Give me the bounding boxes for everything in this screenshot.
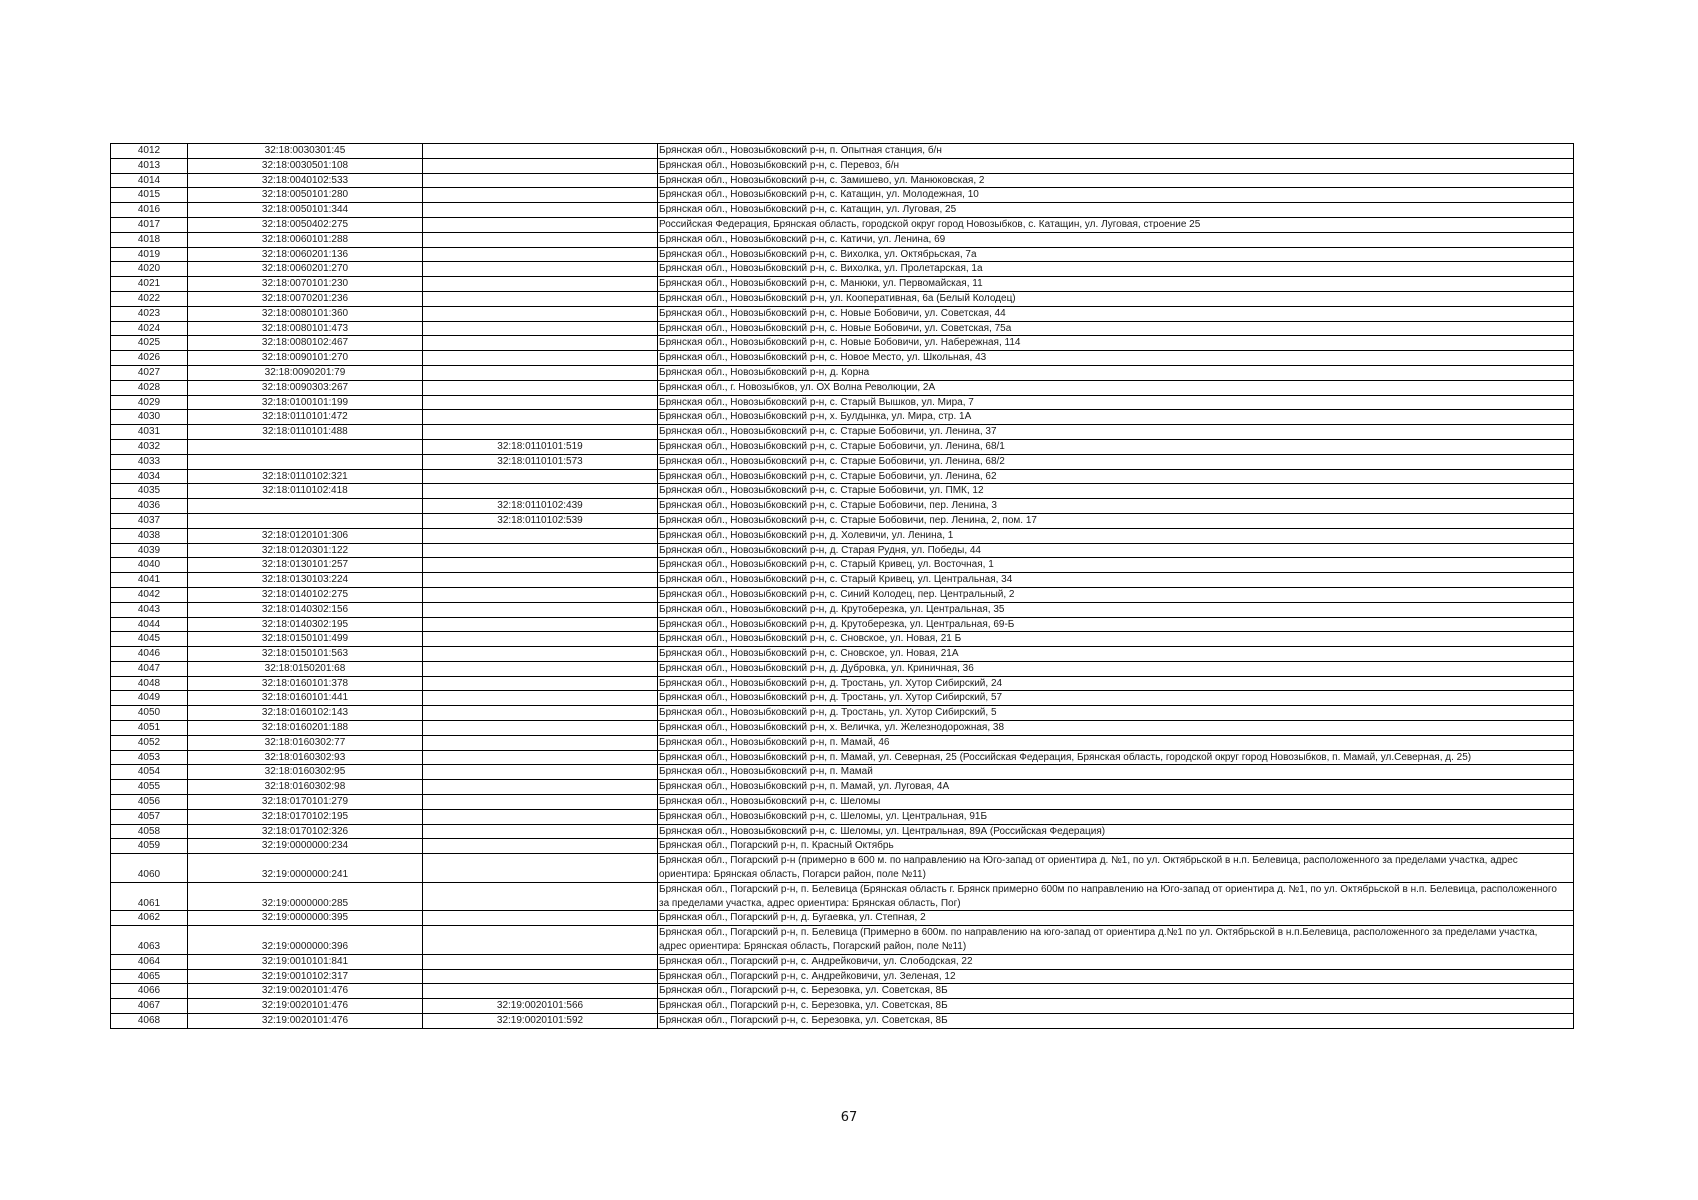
- address-cell: Брянская обл., Новозыбковский р-н, с. Старые Бобовичи, пер. Ленина, 2, пом. 17: [658, 513, 1574, 528]
- related-cadastral-number-cell: [423, 795, 658, 810]
- table-row: [111, 395, 1574, 410]
- related-cadastral-number-cell: [423, 158, 658, 173]
- address-cell: Брянская обл., Новозыбковский р-н, с. Сновское, ул. Новая, 21 Б: [658, 632, 1574, 647]
- table-row: [111, 188, 1574, 203]
- address-cell: Брянская обл., Новозыбковский р-н, с. Старый Вышков, ул. Мира, 7: [658, 395, 1574, 410]
- address-cell: Брянская обл., Новозыбковский р-н, с. Вихолка, ул. Октябрьская, 7а: [658, 247, 1574, 262]
- related-cadastral-number-cell: [423, 321, 658, 336]
- related-cadastral-number-cell: [423, 854, 658, 883]
- address-cell: Брянская обл., Новозыбковский р-н, с. Старые Бобовичи, ул. Ленина, 62: [658, 469, 1574, 484]
- cadastral-number-cell: 32:19:0020101:476: [188, 999, 423, 1014]
- address-cell: Брянская обл., Новозыбковский р-н, с. Старые Бобовичи, пер. Ленина, 3: [658, 499, 1574, 514]
- cadastral-number-cell: 32:18:0030301:45: [188, 144, 423, 159]
- cadastral-number-cell: 32:18:0110101:488: [188, 425, 423, 440]
- address-cell: Брянская обл., Погарский р-н, с. Березовка, ул. Советская, 8Б: [658, 984, 1574, 999]
- table-row: [111, 173, 1574, 188]
- related-cadastral-number-cell: [423, 188, 658, 203]
- row-number-cell: 4017: [111, 217, 188, 232]
- row-number-cell: 4055: [111, 780, 188, 795]
- table-row: [111, 809, 1574, 824]
- related-cadastral-number-cell: [423, 780, 658, 795]
- table-row: [111, 247, 1574, 262]
- table-row: [111, 647, 1574, 662]
- related-cadastral-number-cell: 32:19:0020101:592: [423, 1014, 658, 1029]
- related-cadastral-number-cell: [423, 706, 658, 721]
- table-row: [111, 999, 1574, 1014]
- row-number-cell: 4062: [111, 911, 188, 926]
- address-cell: Брянская обл., Новозыбковский р-н, д. Крутоберезка, ул. Центральная, 35: [658, 602, 1574, 617]
- cadastral-number-cell: 32:18:0170101:279: [188, 795, 423, 810]
- table-row: [111, 839, 1574, 854]
- cadastral-number-cell: 32:19:0010101:841: [188, 954, 423, 969]
- cadastral-number-cell: 32:18:0050101:344: [188, 203, 423, 218]
- related-cadastral-number-cell: [423, 306, 658, 321]
- row-number-cell: 4036: [111, 499, 188, 514]
- row-number-cell: 4041: [111, 573, 188, 588]
- cadastral-number-cell: 32:18:0160101:378: [188, 676, 423, 691]
- related-cadastral-number-cell: 32:18:0110101:573: [423, 454, 658, 469]
- row-number-cell: 4028: [111, 380, 188, 395]
- related-cadastral-number-cell: [423, 602, 658, 617]
- row-number-cell: 4021: [111, 277, 188, 292]
- row-number-cell: 4026: [111, 351, 188, 366]
- row-number-cell: 4065: [111, 969, 188, 984]
- row-number-cell: 4047: [111, 661, 188, 676]
- cadastral-number-cell: 32:19:0010102:317: [188, 969, 423, 984]
- related-cadastral-number-cell: [423, 824, 658, 839]
- row-number-cell: 4013: [111, 158, 188, 173]
- table-row: [111, 691, 1574, 706]
- address-cell: Брянская обл., Новозыбковский р-н, с. Старые Бобовичи, ул. Ленина, 68/2: [658, 454, 1574, 469]
- address-cell: Брянская обл., Новозыбковский р-н, с. Синий Колодец, пер. Центральный, 2: [658, 587, 1574, 602]
- address-cell: Брянская обл., Новозыбковский р-н, с. Сновское, ул. Новая, 21А: [658, 647, 1574, 662]
- address-cell: Брянская обл., Новозыбковский р-н, с. Катащин, ул. Луговая, 25: [658, 203, 1574, 218]
- table-row: [111, 765, 1574, 780]
- row-number-cell: 4042: [111, 587, 188, 602]
- address-cell: Брянская обл., Новозыбковский р-н, д. Холевичи, ул. Ленина, 1: [658, 528, 1574, 543]
- cadastral-number-cell: 32:18:0140302:195: [188, 617, 423, 632]
- row-number-cell: 4019: [111, 247, 188, 262]
- table-row: [111, 469, 1574, 484]
- related-cadastral-number-cell: [423, 395, 658, 410]
- table-row: [111, 217, 1574, 232]
- table-row: [111, 499, 1574, 514]
- table-row: [111, 144, 1574, 159]
- row-number-cell: 4063: [111, 926, 188, 955]
- related-cadastral-number-cell: [423, 425, 658, 440]
- related-cadastral-number-cell: [423, 911, 658, 926]
- table-row: [111, 735, 1574, 750]
- table-row: [111, 306, 1574, 321]
- table-row: [111, 380, 1574, 395]
- address-cell: Брянская обл., Новозыбковский р-н, с. Катащин, ул. Молодежная, 10: [658, 188, 1574, 203]
- table-row: [111, 439, 1574, 454]
- row-number-cell: 4029: [111, 395, 188, 410]
- address-cell: Брянская обл., Новозыбковский р-н, х. Булдынка, ул. Мира, стр. 1А: [658, 410, 1574, 425]
- table-row: [111, 203, 1574, 218]
- address-cell: Брянская обл., Новозыбковский р-н, п. Опытная станция, б/н: [658, 144, 1574, 159]
- address-cell: Брянская обл., Новозыбковский р-н, с. Катичи, ул. Ленина, 69: [658, 232, 1574, 247]
- cadastral-number-cell: 32:18:0160302:93: [188, 750, 423, 765]
- row-number-cell: 4015: [111, 188, 188, 203]
- related-cadastral-number-cell: [423, 247, 658, 262]
- related-cadastral-number-cell: [423, 365, 658, 380]
- row-number-cell: 4037: [111, 513, 188, 528]
- row-number-cell: 4067: [111, 999, 188, 1014]
- address-cell: Брянская обл., Новозыбковский р-н, п. Мамай, ул. Луговая, 4А: [658, 780, 1574, 795]
- row-number-cell: 4045: [111, 632, 188, 647]
- related-cadastral-number-cell: [423, 691, 658, 706]
- address-cell: Брянская обл., Новозыбковский р-н, с. Старые Бобовичи, ул. Ленина, 68/1: [658, 439, 1574, 454]
- row-number-cell: 4060: [111, 854, 188, 883]
- row-number-cell: 4023: [111, 306, 188, 321]
- address-cell: Брянская обл., Новозыбковский р-н, с. Новое Место, ул. Школьная, 43: [658, 351, 1574, 366]
- table-row: [111, 365, 1574, 380]
- address-cell: Брянская обл., Новозыбковский р-н, с. Вихолка, ул. Пролетарская, 1а: [658, 262, 1574, 277]
- table-row: [111, 528, 1574, 543]
- table-row: [111, 926, 1574, 955]
- cadastral-number-cell: 32:19:0000000:285: [188, 882, 423, 911]
- row-number-cell: 4049: [111, 691, 188, 706]
- cadastral-number-cell: 32:18:0090201:79: [188, 365, 423, 380]
- cadastral-number-cell: 32:18:0080102:467: [188, 336, 423, 351]
- row-number-cell: 4043: [111, 602, 188, 617]
- address-cell: Брянская обл., Новозыбковский р-н, с. Перевоз, б/н: [658, 158, 1574, 173]
- table-row: [111, 795, 1574, 810]
- row-number-cell: 4016: [111, 203, 188, 218]
- address-cell: Брянская обл., Новозыбковский р-н, д. Корна: [658, 365, 1574, 380]
- address-cell: Брянская обл., Новозыбковский р-н, д. Старая Рудня, ул. Победы, 44: [658, 543, 1574, 558]
- related-cadastral-number-cell: [423, 558, 658, 573]
- related-cadastral-number-cell: [423, 587, 658, 602]
- related-cadastral-number-cell: [423, 984, 658, 999]
- address-cell: Брянская обл., Новозыбковский р-н, с. Новые Бобовичи, ул. Советская, 75а: [658, 321, 1574, 336]
- row-number-cell: 4046: [111, 647, 188, 662]
- cadastral-number-cell: 32:19:0000000:395: [188, 911, 423, 926]
- row-number-cell: 4053: [111, 750, 188, 765]
- related-cadastral-number-cell: [423, 721, 658, 736]
- table-row: [111, 291, 1574, 306]
- related-cadastral-number-cell: [423, 661, 658, 676]
- related-cadastral-number-cell: [423, 173, 658, 188]
- row-number-cell: 4027: [111, 365, 188, 380]
- cadastral-number-cell: 32:19:0000000:234: [188, 839, 423, 854]
- related-cadastral-number-cell: [423, 484, 658, 499]
- address-cell: Российская Федерация, Брянская область, городской округ город Новозыбков, с. Катащин, ул. Луговая, строение 25: [658, 217, 1574, 232]
- related-cadastral-number-cell: 32:18:0110102:439: [423, 499, 658, 514]
- cadastral-number-cell: 32:18:0060201:136: [188, 247, 423, 262]
- table-row: [111, 513, 1574, 528]
- row-number-cell: 4033: [111, 454, 188, 469]
- address-cell: Брянская обл., Новозыбковский р-н, ул. Кооперативная, 6а (Белый Колодец): [658, 291, 1574, 306]
- table-row: [111, 336, 1574, 351]
- table-row: [111, 232, 1574, 247]
- address-cell: Брянская обл., Погарский р-н, с. Березовка, ул. Советская, 8Б: [658, 1014, 1574, 1029]
- related-cadastral-number-cell: 32:18:0110101:519: [423, 439, 658, 454]
- related-cadastral-number-cell: [423, 217, 658, 232]
- related-cadastral-number-cell: [423, 203, 658, 218]
- registry-table: [110, 143, 1574, 1029]
- table-row: [111, 854, 1574, 883]
- cadastral-number-cell: [188, 499, 423, 514]
- row-number-cell: 4050: [111, 706, 188, 721]
- table-row: [111, 750, 1574, 765]
- table-row: [111, 632, 1574, 647]
- row-number-cell: 4035: [111, 484, 188, 499]
- cadastral-number-cell: 32:18:0120301:122: [188, 543, 423, 558]
- table-row: [111, 573, 1574, 588]
- cadastral-number-cell: 32:18:0120101:306: [188, 528, 423, 543]
- cadastral-number-cell: 32:19:0020101:476: [188, 984, 423, 999]
- table-row: [111, 706, 1574, 721]
- related-cadastral-number-cell: [423, 528, 658, 543]
- table-row: [111, 484, 1574, 499]
- related-cadastral-number-cell: [423, 809, 658, 824]
- table-row: [111, 824, 1574, 839]
- address-cell: Брянская обл., Новозыбковский р-н, п. Мамай: [658, 765, 1574, 780]
- row-number-cell: 4020: [111, 262, 188, 277]
- table-row: [111, 780, 1574, 795]
- row-number-cell: 4056: [111, 795, 188, 810]
- cadastral-number-cell: 32:18:0110101:472: [188, 410, 423, 425]
- table-row: [111, 984, 1574, 999]
- page-number: 67: [840, 1110, 858, 1125]
- cadastral-number-cell: 32:18:0110102:418: [188, 484, 423, 499]
- address-cell: Брянская обл., Новозыбковский р-н, с. Шеломы: [658, 795, 1574, 810]
- row-number-cell: 4057: [111, 809, 188, 824]
- related-cadastral-number-cell: [423, 926, 658, 955]
- related-cadastral-number-cell: 32:19:0020101:566: [423, 999, 658, 1014]
- address-cell: Брянская обл., Новозыбковский р-н, с. Старые Бобовичи, ул. Ленина, 37: [658, 425, 1574, 440]
- row-number-cell: 4061: [111, 882, 188, 911]
- address-cell: Брянская обл., Погарский р-н, п. Красный Октябрь: [658, 839, 1574, 854]
- table-row: [111, 954, 1574, 969]
- table-row: [111, 351, 1574, 366]
- cadastral-number-cell: 32:18:0160302:77: [188, 735, 423, 750]
- row-number-cell: 4044: [111, 617, 188, 632]
- cadastral-number-cell: 32:19:0000000:241: [188, 854, 423, 883]
- cadastral-number-cell: 32:18:0050402:275: [188, 217, 423, 232]
- related-cadastral-number-cell: [423, 632, 658, 647]
- address-cell: Брянская обл., Погарский р-н, п. Белевица (Брянская область г. Брянск примерно 600м по направлению на Юго-запад от ориентира д. №1, по ул. Октябрьской в н.п. Белевица, расположенного за пределами участка, адрес ориентира: Брянская область, Пог): [658, 882, 1574, 911]
- table-row: [111, 543, 1574, 558]
- related-cadastral-number-cell: 32:18:0110102:539: [423, 513, 658, 528]
- address-cell: Брянская обл., Новозыбковский р-н, д. Крутоберезка, ул. Центральная, 69-Б: [658, 617, 1574, 632]
- row-number-cell: 4032: [111, 439, 188, 454]
- cadastral-number-cell: 32:18:0140302:156: [188, 602, 423, 617]
- cadastral-number-cell: 32:18:0100101:199: [188, 395, 423, 410]
- related-cadastral-number-cell: [423, 647, 658, 662]
- cadastral-number-cell: 32:18:0110102:321: [188, 469, 423, 484]
- related-cadastral-number-cell: [423, 676, 658, 691]
- cadastral-number-cell: 32:18:0150101:499: [188, 632, 423, 647]
- cadastral-number-cell: 32:18:0150201:68: [188, 661, 423, 676]
- cadastral-number-cell: 32:18:0150101:563: [188, 647, 423, 662]
- address-cell: Брянская обл., Новозыбковский р-н, с. Новые Бобовичи, ул. Набережная, 114: [658, 336, 1574, 351]
- row-number-cell: 4051: [111, 721, 188, 736]
- related-cadastral-number-cell: [423, 291, 658, 306]
- related-cadastral-number-cell: [423, 750, 658, 765]
- cadastral-number-cell: 32:19:0020101:476: [188, 1014, 423, 1029]
- row-number-cell: 4012: [111, 144, 188, 159]
- cadastral-number-cell: 32:18:0040102:533: [188, 173, 423, 188]
- cadastral-number-cell: 32:18:0060101:288: [188, 232, 423, 247]
- address-cell: Брянская обл., Новозыбковский р-н, д. Тростань, ул. Хутор Сибирский, 57: [658, 691, 1574, 706]
- registry-table-body: [111, 144, 1574, 1029]
- cadastral-number-cell: 32:18:0170102:195: [188, 809, 423, 824]
- cadastral-number-cell: 32:18:0160102:143: [188, 706, 423, 721]
- address-cell: Брянская обл., Новозыбковский р-н, п. Мамай, ул. Северная, 25 (Российская Федерация, Брянская область, городской округ город Новозыбков, п. Мамай, ул.Северная, д. 25): [658, 750, 1574, 765]
- row-number-cell: 4039: [111, 543, 188, 558]
- table-row: [111, 321, 1574, 336]
- table-row: [111, 617, 1574, 632]
- address-cell: Брянская обл., Погарский р-н, п. Белевица (Примерно в 600м. по направлению на юго-запад от ориентира д.№1 по ул. Октябрьской в н.п.Белевица, расположенного за пределами участка, адрес ориентира: Брянская область, Погарский район, поле №11): [658, 926, 1574, 955]
- cadastral-number-cell: 32:18:0140102:275: [188, 587, 423, 602]
- related-cadastral-number-cell: [423, 543, 658, 558]
- row-number-cell: 4059: [111, 839, 188, 854]
- cadastral-number-cell: [188, 513, 423, 528]
- row-number-cell: 4014: [111, 173, 188, 188]
- address-cell: Брянская обл., Погарский р-н, с. Березовка, ул. Советская, 8Б: [658, 999, 1574, 1014]
- cadastral-number-cell: 32:18:0160201:188: [188, 721, 423, 736]
- row-number-cell: 4030: [111, 410, 188, 425]
- address-cell: Брянская обл., Новозыбковский р-н, с. Старый Кривец, ул. Центральная, 34: [658, 573, 1574, 588]
- row-number-cell: 4052: [111, 735, 188, 750]
- cadastral-number-cell: 32:18:0080101:360: [188, 306, 423, 321]
- related-cadastral-number-cell: [423, 469, 658, 484]
- address-cell: Брянская обл., Погарский р-н, д. Бугаевка, ул. Степная, 2: [658, 911, 1574, 926]
- cadastral-number-cell: 32:18:0160302:95: [188, 765, 423, 780]
- address-cell: Брянская обл., Новозыбковский р-н, с. Манюки, ул. Первомайская, 11: [658, 277, 1574, 292]
- address-cell: Брянская обл., Новозыбковский р-н, с. Старый Кривец, ул. Восточная, 1: [658, 558, 1574, 573]
- related-cadastral-number-cell: [423, 765, 658, 780]
- row-number-cell: 4048: [111, 676, 188, 691]
- table-row: [111, 721, 1574, 736]
- cadastral-number-cell: 32:18:0050101:280: [188, 188, 423, 203]
- address-cell: Брянская обл., Погарский р-н (примерно в 600 м. по направлению на Юго-запад от ориентира д. №1, по ул. Октябрьской в н.п. Белевица, расположенного за пределами участка, адрес ориентира: Брянская область, Погарси район, поле №11): [658, 854, 1574, 883]
- related-cadastral-number-cell: [423, 380, 658, 395]
- related-cadastral-number-cell: [423, 262, 658, 277]
- table-row: [111, 558, 1574, 573]
- row-number-cell: 4054: [111, 765, 188, 780]
- table-row: [111, 410, 1574, 425]
- table-row: [111, 262, 1574, 277]
- related-cadastral-number-cell: [423, 735, 658, 750]
- row-number-cell: 4022: [111, 291, 188, 306]
- row-number-cell: 4038: [111, 528, 188, 543]
- table-row: [111, 969, 1574, 984]
- cadastral-number-cell: [188, 439, 423, 454]
- cadastral-number-cell: 32:18:0160101:441: [188, 691, 423, 706]
- row-number-cell: 4025: [111, 336, 188, 351]
- address-cell: Брянская обл., Новозыбковский р-н, п. Мамай, 46: [658, 735, 1574, 750]
- cadastral-number-cell: [188, 454, 423, 469]
- row-number-cell: 4068: [111, 1014, 188, 1029]
- related-cadastral-number-cell: [423, 336, 658, 351]
- related-cadastral-number-cell: [423, 277, 658, 292]
- table-row: [111, 602, 1574, 617]
- address-cell: Брянская обл., Новозыбковский р-н, с. Шеломы, ул. Центральная, 89А (Российская Федерация): [658, 824, 1574, 839]
- row-number-cell: 4066: [111, 984, 188, 999]
- cadastral-number-cell: 32:18:0160302:98: [188, 780, 423, 795]
- address-cell: Брянская обл., г. Новозыбков, ул. ОХ Волна Революции, 2А: [658, 380, 1574, 395]
- table-row: [111, 158, 1574, 173]
- address-cell: Брянская обл., Новозыбковский р-н, д. Тростань, ул. Хутор Сибирский, 24: [658, 676, 1574, 691]
- related-cadastral-number-cell: [423, 410, 658, 425]
- related-cadastral-number-cell: [423, 954, 658, 969]
- table-row: [111, 277, 1574, 292]
- related-cadastral-number-cell: [423, 882, 658, 911]
- related-cadastral-number-cell: [423, 573, 658, 588]
- cadastral-number-cell: 32:18:0130101:257: [188, 558, 423, 573]
- table-row: [111, 882, 1574, 911]
- row-number-cell: 4064: [111, 954, 188, 969]
- row-number-cell: 4040: [111, 558, 188, 573]
- row-number-cell: 4058: [111, 824, 188, 839]
- table-row: [111, 587, 1574, 602]
- table-row: [111, 425, 1574, 440]
- cadastral-number-cell: 32:18:0090101:270: [188, 351, 423, 366]
- address-cell: Брянская обл., Погарский р-н, с. Андрейковичи, ул. Слободская, 22: [658, 954, 1574, 969]
- address-cell: Брянская обл., Новозыбковский р-н, с. Новые Бобовичи, ул. Советская, 44: [658, 306, 1574, 321]
- cadastral-number-cell: 32:18:0070201:236: [188, 291, 423, 306]
- cadastral-number-cell: 32:18:0080101:473: [188, 321, 423, 336]
- row-number-cell: 4024: [111, 321, 188, 336]
- cadastral-number-cell: 32:18:0030501:108: [188, 158, 423, 173]
- related-cadastral-number-cell: [423, 969, 658, 984]
- address-cell: Брянская обл., Новозыбковский р-н, с. Замишево, ул. Манюковская, 2: [658, 173, 1574, 188]
- cadastral-number-cell: 32:18:0070101:230: [188, 277, 423, 292]
- related-cadastral-number-cell: [423, 351, 658, 366]
- table-row: [111, 676, 1574, 691]
- related-cadastral-number-cell: [423, 232, 658, 247]
- cadastral-number-cell: 32:18:0170102:326: [188, 824, 423, 839]
- row-number-cell: 4018: [111, 232, 188, 247]
- address-cell: Брянская обл., Новозыбковский р-н, с. Шеломы, ул. Центральная, 91Б: [658, 809, 1574, 824]
- cadastral-number-cell: 32:18:0090303:267: [188, 380, 423, 395]
- row-number-cell: 4031: [111, 425, 188, 440]
- address-cell: Брянская обл., Новозыбковский р-н, д. Тростань, ул. Хутор Сибирский, 5: [658, 706, 1574, 721]
- address-cell: Брянская обл., Погарский р-н, с. Андрейковичи, ул. Зеленая, 12: [658, 969, 1574, 984]
- related-cadastral-number-cell: [423, 144, 658, 159]
- address-cell: Брянская обл., Новозыбковский р-н, д. Дубровка, ул. Криничная, 36: [658, 661, 1574, 676]
- address-cell: Брянская обл., Новозыбковский р-н, х. Величка, ул. Железнодорожная, 38: [658, 721, 1574, 736]
- table-row: [111, 454, 1574, 469]
- related-cadastral-number-cell: [423, 617, 658, 632]
- address-cell: Брянская обл., Новозыбковский р-н, с. Старые Бобовичи, ул. ПМК, 12: [658, 484, 1574, 499]
- related-cadastral-number-cell: [423, 839, 658, 854]
- cadastral-number-cell: 32:19:0000000:396: [188, 926, 423, 955]
- row-number-cell: 4034: [111, 469, 188, 484]
- cadastral-number-cell: 32:18:0060201:270: [188, 262, 423, 277]
- table-row: [111, 661, 1574, 676]
- table-row: [111, 911, 1574, 926]
- table-row: [111, 1014, 1574, 1029]
- cadastral-number-cell: 32:18:0130103:224: [188, 573, 423, 588]
